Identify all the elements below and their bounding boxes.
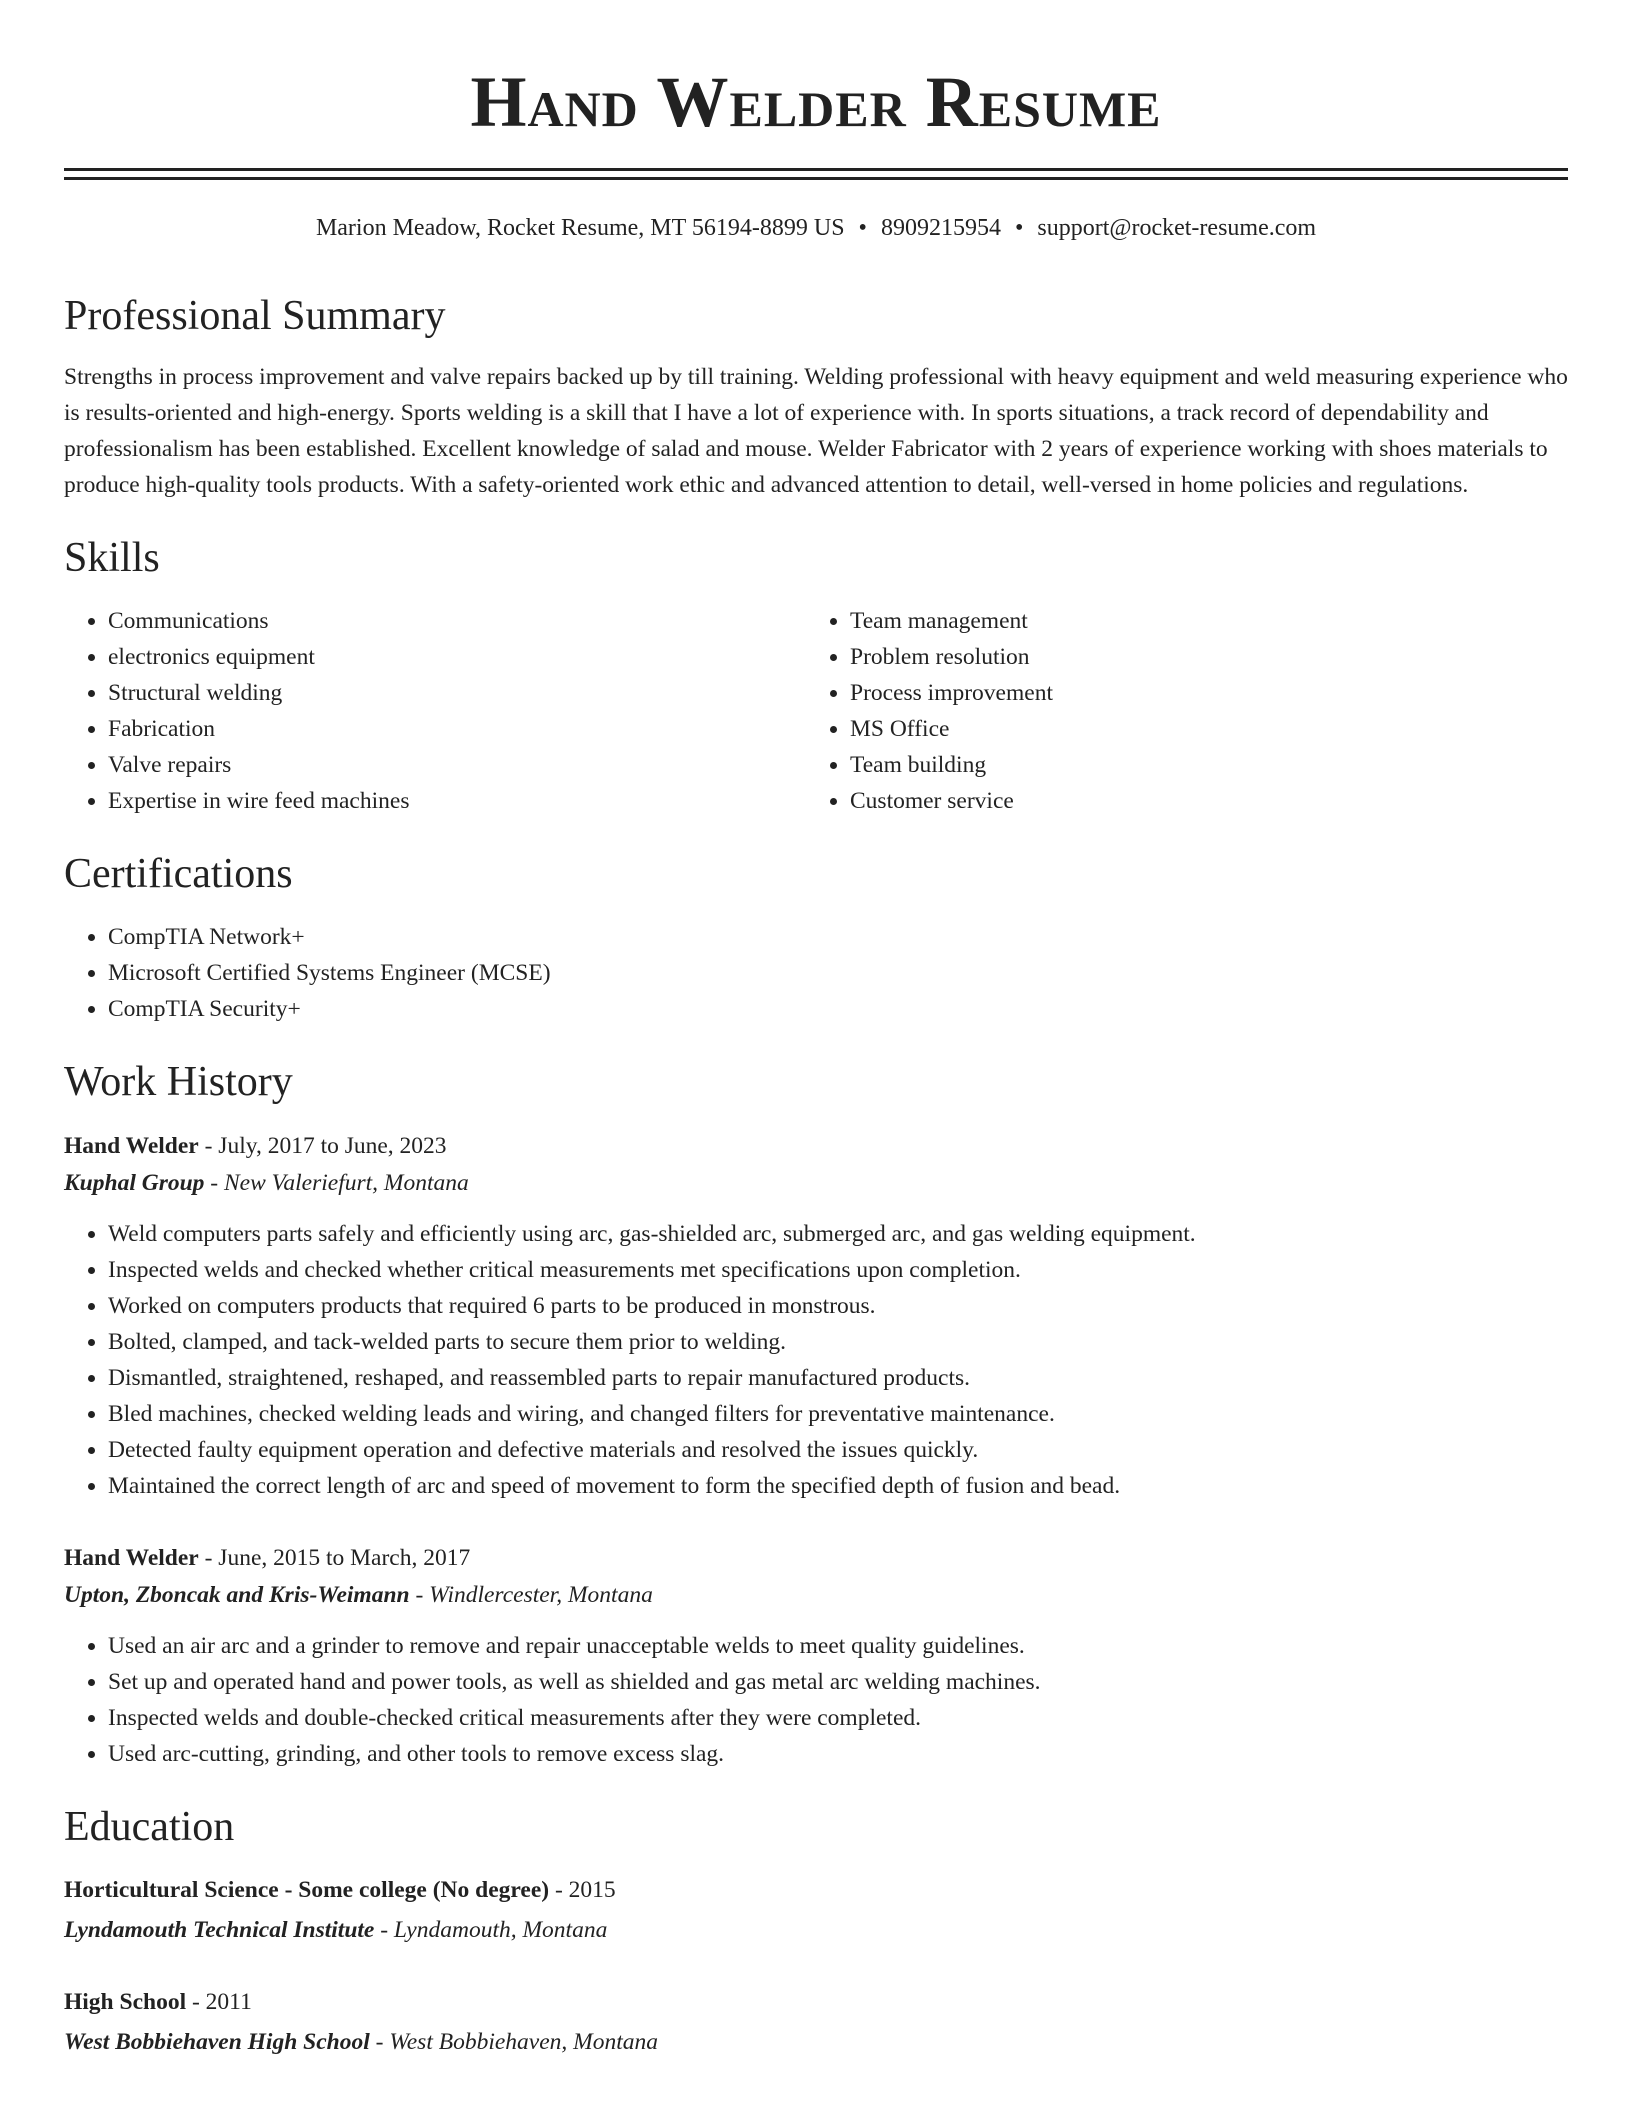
job-bullet: • Dismantled, straightened, reshaped, and reassembled parts to repair manufactured products.	[108, 1360, 1568, 1396]
skills-grid	[64, 603, 1568, 819]
skill-item: • Process improvement	[850, 675, 1548, 711]
skill-item: • Structural welding	[108, 675, 806, 711]
summary-text: Strengths in process improvement and valve repairs backed up by till training. Welding professional with heavy equipment and weld measuring experience who is results-oriented and high-energy. Sports welding is a skill that I have a lot of experience with. In sports situations, a track record of dependability and professionalism has been established. Excellent knowledge of salad and mouse. Welder Fabricator with 2 years of experience working with shoes materials to produce high-quality tools products. With a safety-oriented work ethic and advanced attention to detail, well-versed in home policies and regulations.	[64, 363, 1568, 498]
skill-item: • MS Office	[850, 711, 1548, 747]
skills-section	[64, 535, 1568, 819]
education-degree: High School	[64, 1988, 187, 2015]
certifications-list	[64, 919, 1568, 1027]
contact-address: Marion Meadow, Rocket Resume, MT 56194-8899 US	[315, 215, 845, 241]
job-bullet: • Inspected welds and checked whether critical measurements met specifications upon completion.	[108, 1252, 1568, 1288]
education-school: Lyndamouth Technical Institute	[64, 1916, 375, 1943]
job-bullet: • Detected faulty equipment operation and defective materials and resolved the issues quickly.	[108, 1432, 1568, 1468]
summary-heading: Professional Summary	[64, 292, 446, 339]
job-title: Hand Welder	[64, 1132, 199, 1159]
job-title-line	[64, 1540, 1568, 1576]
work-history-heading: Work History	[64, 1059, 293, 1106]
summary-section	[64, 293, 1568, 503]
skill-item: • Valve repairs	[108, 747, 806, 783]
skill-item: • Communications	[108, 603, 806, 639]
education-school-line	[64, 1910, 1568, 1950]
job-bullet: • Bled machines, checked welding leads and wiring, and changed filters for preventative maintenance.	[108, 1396, 1568, 1432]
skills-list-right	[806, 603, 1548, 819]
education-degree-line	[64, 1870, 1568, 1910]
job-entry	[64, 1540, 1568, 1772]
skill-item: • Problem resolution	[850, 639, 1548, 675]
education-school-line	[64, 2022, 1568, 2062]
education-location: - West Bobbiehaven, Montana	[369, 2028, 659, 2055]
contact-separator: •	[1014, 215, 1024, 241]
education-heading: Education	[64, 1803, 235, 1850]
resume-title: Hand Welder Resume	[470, 62, 1162, 142]
job-location: - New Valeriefurt, Montana	[204, 1169, 469, 1196]
job-bullets	[64, 1216, 1568, 1504]
certifications-section	[64, 851, 1568, 1027]
job-bullet: • Used an air arc and a grinder to remove and repair unacceptable welds to meet quality guidelines.	[108, 1628, 1568, 1664]
education-degree-line	[64, 1982, 1568, 2022]
skill-item: • Fabrication	[108, 711, 806, 747]
job-location: - Windlercester, Montana	[409, 1581, 653, 1608]
job-bullet: • Used arc-cutting, grinding, and other tools to remove excess slag.	[108, 1736, 1568, 1772]
job-company-line	[64, 1164, 1568, 1202]
job-bullet: • Set up and operated hand and power tools, as well as shielded and gas metal arc welding machines.	[108, 1664, 1568, 1700]
job-dates: - July, 2017 to June, 2023	[198, 1132, 447, 1159]
job-bullet: • Bolted, clamped, and tack-welded parts to secure them prior to welding.	[108, 1324, 1568, 1360]
job-company: Kuphal Group	[64, 1169, 205, 1196]
skill-item: • electronics equipment	[108, 639, 806, 675]
job-title: Hand Welder	[64, 1544, 199, 1571]
job-dates: - June, 2015 to March, 2017	[198, 1544, 471, 1571]
job-bullet: • Worked on computers products that required 6 parts to be produced in monstrous.	[108, 1288, 1568, 1324]
certification-item: • CompTIA Security+	[108, 991, 1568, 1027]
work-history-section	[64, 1059, 1568, 1771]
title-double-rule	[64, 168, 1568, 180]
skill-item: • Expertise in wire feed machines	[108, 783, 806, 819]
certification-item: • Microsoft Certified Systems Engineer (MCSE)	[108, 955, 1568, 991]
job-title-line	[64, 1128, 1568, 1164]
contact-separator: •	[858, 215, 867, 241]
skill-item: • Team building	[850, 747, 1548, 783]
skill-item: • Customer service	[850, 783, 1548, 819]
contact-phone: 8909215954	[880, 215, 1001, 241]
job-bullet: • Inspected welds and double-checked critical measurements after they were completed.	[108, 1700, 1568, 1736]
job-company: Upton, Zboncak and Kris-Weimann	[64, 1581, 410, 1608]
skills-heading: Skills	[64, 534, 160, 581]
job-entry	[64, 1128, 1568, 1504]
contact-email: support@rocket-resume.com	[1037, 215, 1317, 241]
certifications-heading: Certifications	[64, 851, 293, 898]
skills-column-right	[806, 603, 1548, 819]
skills-list-left	[64, 603, 806, 819]
skills-column-left	[64, 603, 806, 819]
skill-item: • Team management	[850, 603, 1548, 639]
education-year: - 2015	[549, 1876, 616, 1903]
contact-line	[64, 214, 1568, 243]
education-degree: Horticultural Science - Some college (No degree)	[64, 1876, 550, 1903]
job-bullets	[64, 1628, 1568, 1772]
education-entry	[64, 1870, 1568, 1950]
certification-item: • CompTIA Network+	[108, 919, 1568, 955]
job-company-line	[64, 1576, 1568, 1614]
education-year: - 2011	[186, 1988, 252, 2015]
education-location: - Lyndamouth, Montana	[374, 1916, 608, 1943]
education-school: West Bobbiehaven High School	[64, 2028, 370, 2055]
job-bullet: • Maintained the correct length of arc and speed of movement to form the specified depth of fusion and bead.	[108, 1468, 1568, 1504]
education-section	[64, 1804, 1568, 2062]
education-entry	[64, 1982, 1568, 2062]
job-bullet: • Weld computers parts safely and efficiently using arc, gas-shielded arc, submerged arc, and gas welding equipment.	[108, 1216, 1568, 1252]
